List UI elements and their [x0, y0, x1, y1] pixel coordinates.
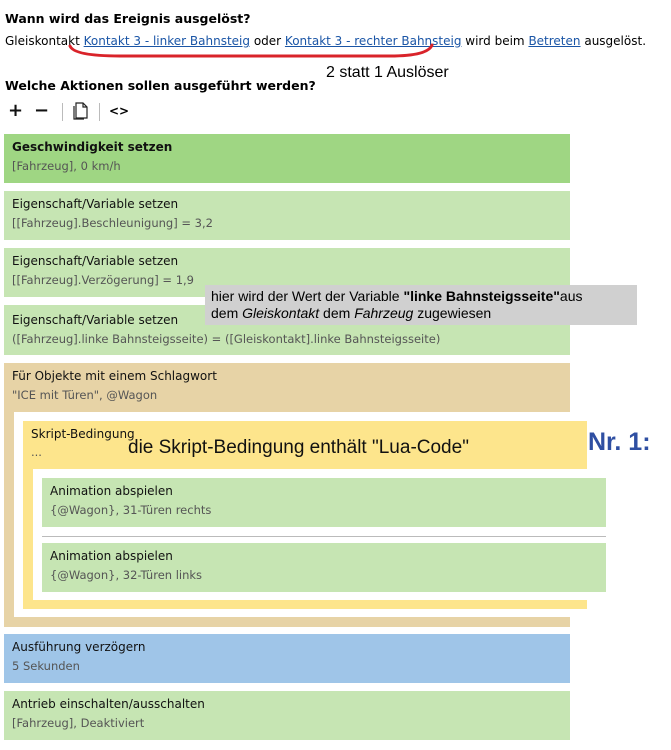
copy-icon[interactable]	[73, 102, 89, 120]
action-block-play-animation[interactable]	[42, 478, 606, 527]
action-block-foreach-tag[interactable]	[4, 363, 570, 412]
block-detail: [[Fahrzeug].Beschleunigung] = 3,2	[12, 216, 213, 230]
block-detail: 5 Sekunden	[12, 659, 80, 673]
trigger-link-right-platform[interactable]: Kontakt 3 - rechter Bahnsteig	[284, 34, 462, 48]
trigger-heading: Wann wird das Ereignis ausgelöst?	[5, 11, 251, 26]
annotation-nr-1: Nr. 1:	[588, 428, 651, 456]
nested-divider	[42, 536, 606, 537]
block-detail: "ICE mit Türen", @Wagon	[12, 388, 158, 402]
block-title: Geschwindigkeit setzen	[12, 140, 173, 154]
foreach-bracket-left	[4, 412, 14, 625]
trigger-mid: oder	[253, 34, 282, 48]
block-title: Animation abspielen	[50, 549, 173, 563]
block-detail: ([Fahrzeug].linke Bahnsteigsseite) = ([Gleiskontakt].linke Bahnsteigsseite)	[12, 332, 441, 346]
script-bracket-left	[23, 469, 33, 609]
red-underline-annotation	[60, 42, 440, 62]
block-title: Animation abspielen	[50, 484, 173, 498]
trigger-suffix: ausgelöst.	[584, 34, 647, 48]
block-detail: {@Wagon}, 32-Türen links	[50, 568, 203, 582]
trigger-link-enter[interactable]: Betreten	[528, 34, 581, 48]
trigger-link-left-platform[interactable]: Kontakt 3 - linker Bahnsteig	[83, 34, 250, 48]
block-detail: [Fahrzeug], 0 km/h	[12, 159, 121, 173]
actions-heading: Welche Aktionen sollen ausgeführt werden?	[5, 78, 316, 93]
note-text: dem	[211, 305, 243, 321]
note-text: aus	[559, 288, 583, 304]
block-detail: [[Fahrzeug].Verzögerung] = 1,9	[12, 273, 194, 287]
action-block-drive-toggle[interactable]	[4, 691, 570, 740]
block-title: Eigenschaft/Variable setzen	[12, 313, 179, 327]
toolbar-divider	[99, 103, 100, 121]
annotation-script-lua: die Skript-Bedingung enthält "Lua-Code"	[128, 437, 469, 458]
trigger-prefix: Gleiskontakt	[5, 34, 80, 48]
block-detail: [Fahrzeug], Deaktiviert	[12, 716, 145, 730]
annotation-variable-note	[205, 285, 637, 325]
remove-action-button[interactable]: −	[34, 100, 50, 121]
note-text: zugewiesen	[413, 305, 492, 321]
block-detail: ...	[31, 445, 42, 459]
block-title: Antrieb einschalten/ausschalten	[12, 697, 205, 711]
add-action-button[interactable]: +	[8, 100, 24, 121]
block-detail: {@Wagon}, 31-Türen rechts	[50, 503, 212, 517]
action-block-set-variable[interactable]	[4, 191, 570, 240]
script-bracket-bottom	[23, 600, 587, 609]
note-italic: Fahrzeug	[354, 305, 414, 321]
action-block-set-speed[interactable]	[4, 134, 570, 183]
toolbar-divider	[62, 103, 63, 121]
trigger-mid2: wird beim	[465, 34, 525, 48]
block-title: Eigenschaft/Variable setzen	[12, 197, 179, 211]
note-text: hier wird der Wert der Variable	[211, 288, 404, 304]
block-title: Ausführung verzögern	[12, 640, 146, 654]
note-bold: "linke Bahnsteigsseite"	[403, 288, 560, 304]
foreach-bracket-bottom	[4, 617, 570, 627]
action-block-play-animation[interactable]	[42, 543, 606, 592]
action-block-delay[interactable]	[4, 634, 570, 683]
annotation-two-triggers: 2 statt 1 Auslöser	[326, 64, 449, 81]
code-view-button[interactable]: <>	[109, 104, 130, 118]
note-italic: Gleiskontakt	[242, 305, 320, 321]
note-text: dem	[319, 305, 355, 321]
block-title: Skript-Bedingung	[31, 427, 135, 441]
block-title: Eigenschaft/Variable setzen	[12, 254, 179, 268]
block-title: Für Objekte mit einem Schlagwort	[12, 369, 217, 383]
